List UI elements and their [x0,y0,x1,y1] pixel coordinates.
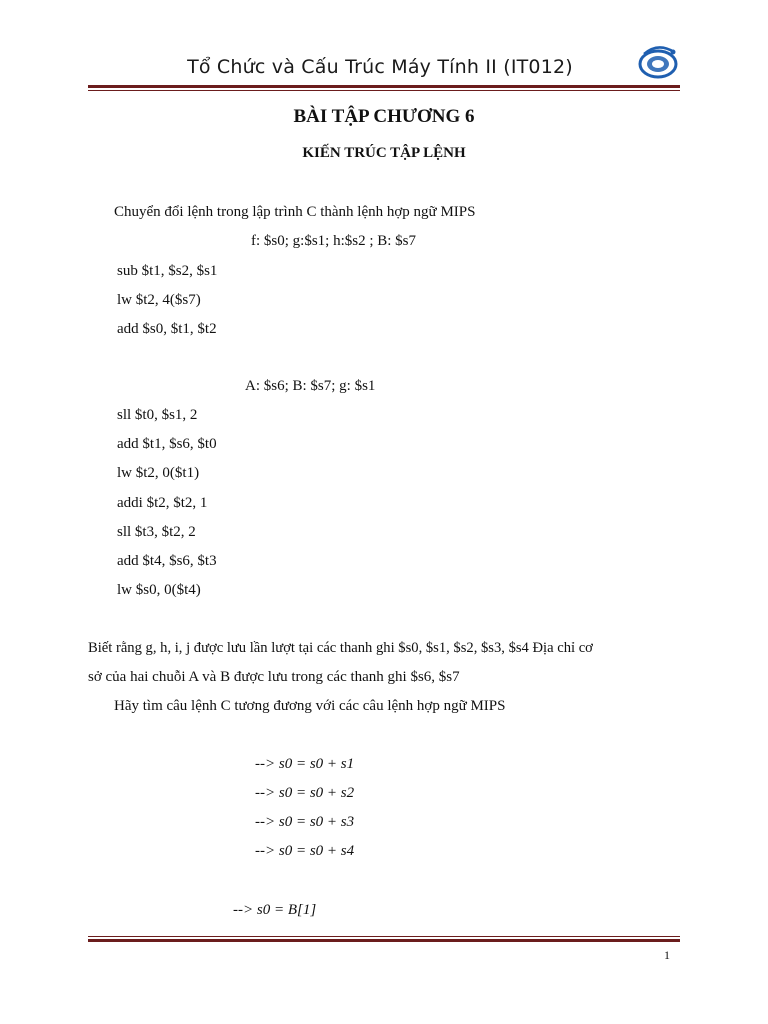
header-rule-thick [88,85,680,88]
ex1-code-line: sub $t1, $s2, $s1 [117,263,218,279]
university-logo-icon [636,44,680,82]
ex1-code-line: add $s0, $t1, $t2 [117,321,217,337]
answer-line: --> s0 = s0 + s2 [255,785,355,801]
paragraph-line: sở của hai chuỗi A và B được lưu trong các thanh ghi $s6, $s7 [88,669,460,685]
page-subtitle: KIẾN TRÚC TẬP LỆNH [302,145,466,161]
answer-line-last: --> s0 = B[1] [233,902,317,918]
ex1-code-line: lw $t2, 4($s7) [117,292,201,308]
page-title: BÀI TẬP CHƯƠNG 6 [293,106,475,127]
paragraph-line: Biết rằng g, h, i, j được lưu lần lượt tại các thanh ghi $s0, $s1, $s2, $s3, $s4 Địa chỉ cơ [88,640,593,656]
ex2-code-line: add $t4, $s6, $t3 [117,553,217,569]
ex2-code-line: addi $t2, $t2, 1 [117,495,208,511]
ex2-vars: A: $s6; B: $s7; g: $s1 [245,378,376,394]
footer-rule-thick [88,939,680,942]
ex2-code-line: sll $t3, $t2, 2 [117,524,196,540]
footer-rule-thin [88,936,680,937]
ex2-code-line: lw $t2, 0($t1) [117,465,200,481]
ex1-vars: f: $s0; g:$s1; h:$s2 ; B: $s7 [251,233,417,249]
paragraph-line: Hãy tìm câu lệnh C tương đương với các câu lệnh hợp ngữ MIPS [114,698,506,714]
ex2-code-line: sll $t0, $s1, 2 [117,407,198,423]
ex2-code-line: lw $s0, 0($t4) [117,582,201,598]
ex2-code-line: add $t1, $s6, $t0 [117,436,217,452]
header-title: Tổ Chức và Cấu Trúc Máy Tính II (IT012) [187,56,573,78]
answer-line: --> s0 = s0 + s3 [255,814,355,830]
header-rule-thin [88,90,680,91]
answer-line: --> s0 = s0 + s1 [255,756,355,772]
intro-text: Chuyển đổi lệnh trong lập trình C thành lệnh hợp ngữ MIPS [114,204,476,220]
answer-line: --> s0 = s0 + s4 [255,843,355,859]
page-number: 1 [664,948,670,962]
